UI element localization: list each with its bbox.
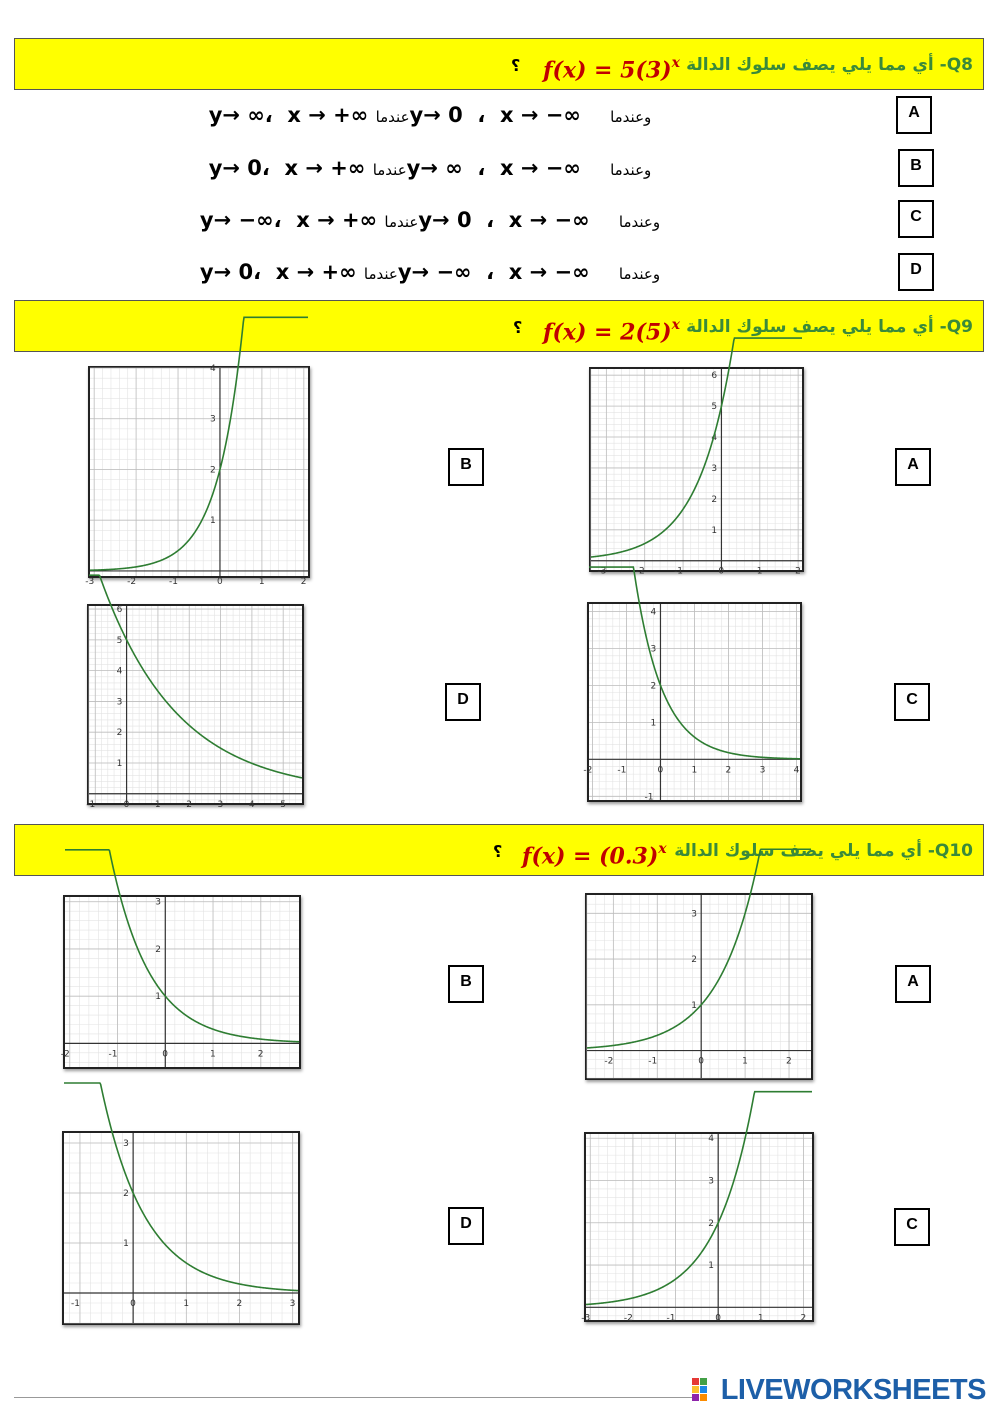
q10A-xtick-label: 1 [742,1056,748,1067]
q9B-xtick-label: 0 [216,576,223,587]
q9-label: Q9- أي مما يلي يصف سلوك الدالة [686,317,973,337]
q10C-xtick-label: -1 [666,1313,676,1324]
q9D-chart [86,605,302,810]
q9B-xtick-label: -2 [127,576,137,587]
q9D-ytick-label: 5 [116,635,123,646]
q9A-xtick-label: -2 [635,566,645,577]
q10C-ytick-label: 2 [708,1218,714,1229]
q9C-xtick-label: 0 [657,765,664,776]
q8-option-d-text: y→ 0، x → +∞ وعندما y→ −∞ ، x → −∞ عندما [199,260,661,284]
q10B-chart [60,897,299,1067]
q8-formula: $f(x) = 5(3)^x$ [543,55,680,84]
q10C-chart [581,1134,812,1324]
q9A-ytick-label: 4 [711,433,718,444]
q10A-curve [587,849,811,1048]
q9-graph-a [589,367,804,577]
q8-label: Q8- أي مما يلي يصف سلوك الدالة [686,55,973,75]
q10-label: Q10- أي مما يلي يصف سلوك الدالة [674,841,973,861]
q9D-xtick-label: 5 [280,799,286,810]
q9-option-c-box[interactable]: C [894,683,930,721]
q9-question-mark: ؟ [513,318,523,337]
q9C-xtick-label: 1 [691,765,698,776]
q10-option-d-box[interactable]: D [448,1207,484,1245]
q10C-xtick-label: 0 [715,1313,721,1324]
q10D-curve [64,1083,298,1291]
q10-formula: $f(x) = (0.3)^x$ [522,841,667,870]
liveworksheets-brand[interactable]: LIVEWORKSHEETS [720,1374,986,1406]
q9B-ytick-label: 4 [209,364,216,374]
q9D-ytick-label: 1 [116,758,123,769]
q10C-ytick-label: 3 [708,1176,714,1187]
q9-formula: $f(x) = 2(5)^x$ [543,317,680,346]
q9A-xtick-label: -3 [597,566,607,577]
q9C-ytick-label: 4 [650,607,657,618]
q9A-xtick-label: -1 [674,566,684,577]
q9B-ytick-label: 2 [209,465,216,476]
q10D-chart [64,1133,298,1323]
q10D-xtick-label: 3 [289,1299,296,1309]
q10B-xtick-label: 2 [257,1049,264,1060]
q9C-ytick-label: -1 [644,792,654,803]
q9-header [14,300,984,352]
q9-option-b-box[interactable]: B [448,448,484,486]
q9B-xtick-label: -1 [169,576,179,587]
q9D-ytick-label: 2 [116,728,123,739]
q9A-ytick-label: 5 [711,402,718,413]
q9C-xtick-label: -2 [583,765,593,776]
q9A-xtick-label: 2 [795,566,801,577]
q9D-xtick-label: 0 [123,799,130,810]
q10B-xtick-label: -2 [60,1049,70,1060]
q9D-ytick-label: 4 [116,666,123,677]
q9D-ytick-label: 3 [116,697,123,708]
q9-graph-d [86,604,304,810]
q10A-xtick-label: -1 [648,1056,658,1067]
q9D-xtick-label: 1 [154,799,161,810]
q9D-ytick-label: 6 [116,605,123,616]
q10A-ytick-label: 3 [691,909,697,920]
q9C-xtick-label: -1 [617,765,627,776]
q10C-xtick-label: -2 [623,1313,633,1324]
q10A-ytick-label: 1 [691,1000,697,1011]
q10A-xtick-label: 2 [786,1056,792,1067]
q9B-xtick-label: -3 [85,576,95,587]
q9A-curve [591,338,802,557]
q9C-xtick-label: 2 [725,765,732,776]
q9B-chart [85,364,308,587]
q9C-xtick-label: 3 [759,765,766,776]
q8-header [14,38,984,90]
q10D-xtick-label: 2 [236,1299,243,1309]
q9A-ytick-label: 2 [711,494,718,505]
q10C-ytick-label: 4 [708,1134,714,1145]
q9A-xtick-label: 1 [756,566,763,577]
q9C-xtick-label: 4 [793,765,800,776]
q9C-chart [583,604,800,803]
q10B-ytick-label: 2 [155,944,162,955]
q9A-xtick-label: 0 [718,566,725,577]
q9A-ytick-label: 3 [711,463,718,474]
q10B-xtick-label: -1 [108,1049,118,1060]
q8-option-a-text: y→ ∞، x → +∞ وعندما y→ 0 ، x → −∞ عندما [208,103,652,127]
q9A-ytick-label: 6 [711,371,718,382]
q10B-xtick-label: 1 [210,1049,216,1060]
q8-question-mark: ؟ [511,56,521,75]
q10-question-mark: ؟ [493,842,503,861]
q10C-xtick-label: 1 [757,1313,764,1324]
q8-option-c-text: y→ −∞، x → +∞ وعندما y→ 0 ، x → −∞ عندما [199,208,661,232]
q10-graph-c [581,1132,814,1324]
q10D-ytick-label: 3 [123,1139,129,1149]
q10C-xtick-label: -3 [581,1313,591,1324]
q9-graph-b [85,364,310,587]
q9B-ytick-label: 1 [209,516,216,527]
q10B-curve [65,850,299,1042]
q9C-ytick-label: 3 [650,644,657,655]
q10-graph-b [60,895,301,1069]
q10A-xtick-label: -2 [604,1056,614,1067]
q10-option-b-box[interactable]: B [448,965,484,1003]
q9B-xtick-label: 1 [258,576,265,587]
q10-graph-a [585,893,813,1080]
q8-option-c-box[interactable]: C [898,200,934,238]
q9-option-a-box[interactable]: A [895,448,931,486]
q10B-ytick-label: 3 [155,897,162,908]
q9-option-d-box[interactable]: D [445,683,481,721]
q10C-ytick-label: 1 [708,1261,714,1272]
q10-option-c-box[interactable]: C [894,1208,930,1246]
q9D-xtick-label: 3 [217,799,224,810]
q9A-chart [591,369,802,577]
q10A-ytick-label: 2 [691,955,697,966]
q10D-xtick-label: 0 [130,1299,136,1309]
q10B-xtick-label: 0 [162,1049,169,1060]
q8-option-a-box[interactable]: A [896,96,932,134]
q9D-xtick-label: -1 [86,799,96,810]
q9D-xtick-label: 4 [248,799,255,810]
q9B-curve [90,317,308,570]
q10D-xtick-label: -1 [70,1299,80,1309]
q10-option-a-box[interactable]: A [895,965,931,1003]
q10A-xtick-label: 0 [698,1056,704,1067]
q10-graph-d [62,1131,300,1325]
q10A-chart [587,895,811,1078]
q9C-ytick-label: 1 [650,718,657,729]
q10D-ytick-label: 1 [123,1239,129,1249]
q9B-ytick-label: 3 [209,414,216,425]
q10B-ytick-label: 1 [155,992,162,1003]
q10D-xtick-label: 1 [183,1299,190,1309]
q8-option-d-box[interactable]: D [898,253,934,291]
q10C-xtick-label: 2 [800,1313,807,1324]
q9A-ytick-label: 1 [711,525,718,536]
q8-option-b-box[interactable]: B [898,149,934,187]
q9B-xtick-label: 2 [300,576,307,587]
q9-graph-c [583,602,802,803]
q9D-xtick-label: 2 [186,799,192,810]
q9C-ytick-label: 2 [650,681,657,692]
q10D-ytick-label: 2 [123,1189,129,1199]
liveworksheets-logo-icon [692,1378,716,1402]
q10-header [14,824,984,876]
q8-option-b-text: y→ 0، x → +∞ وعندما y→ ∞ ، x → −∞ عندما [208,156,652,180]
footer-divider [14,1397,694,1398]
